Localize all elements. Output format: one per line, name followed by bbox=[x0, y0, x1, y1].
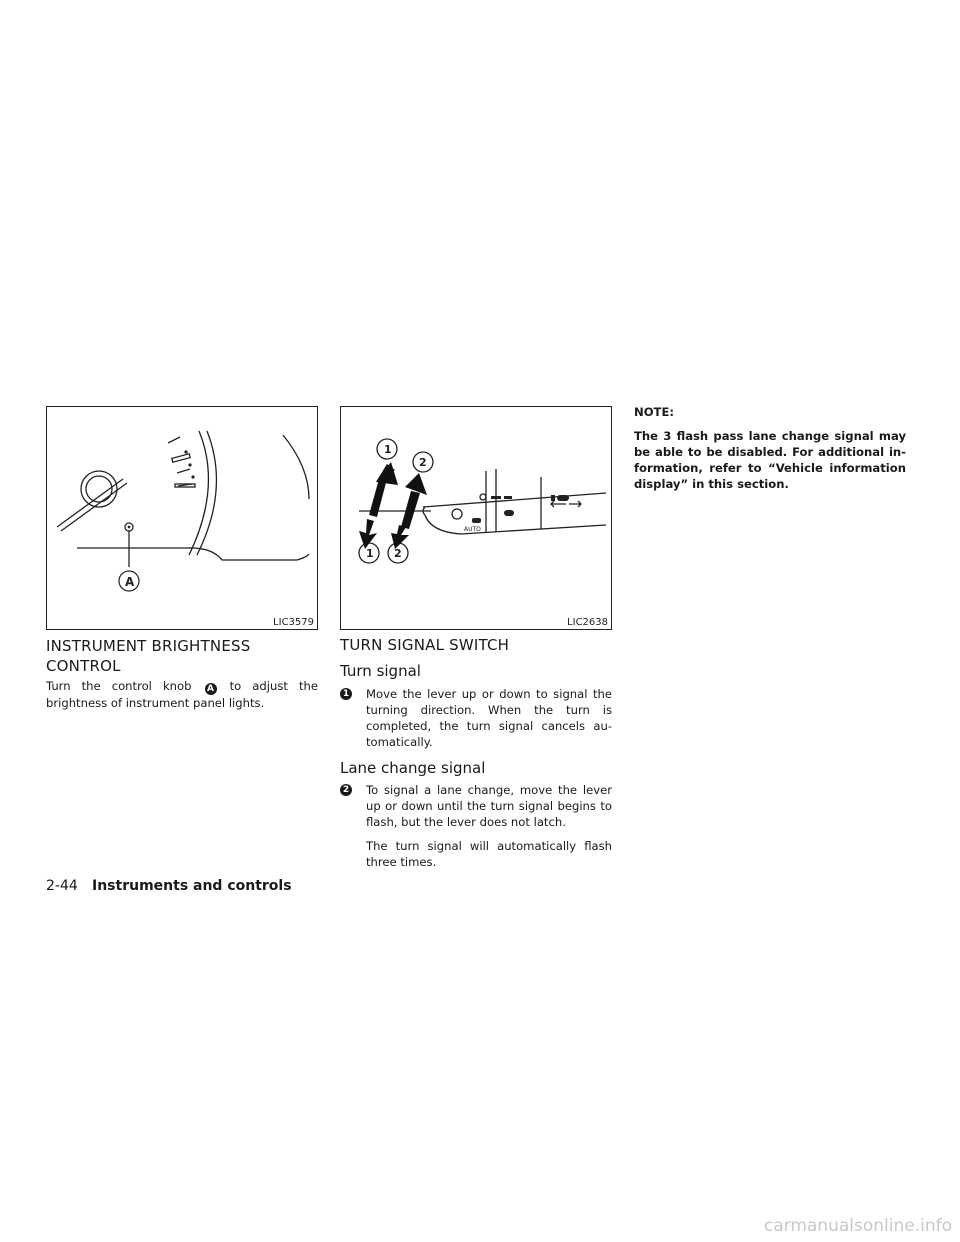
para-text-after: to adjust the brightness of instrument panel lights. bbox=[46, 679, 318, 710]
figure-turn-signal-lever bbox=[340, 406, 612, 630]
figure-code: LIC3579 bbox=[273, 617, 314, 628]
instrument-cluster-illustration bbox=[47, 407, 317, 629]
figure-code: LIC2638 bbox=[567, 617, 608, 628]
note-body: The 3 flash pass lane change signal may be able to be disabled. For additional in-formation, refer to “Vehicle information display” in this section. bbox=[634, 429, 906, 491]
turn-signal-step bbox=[340, 686, 612, 750]
callout-a-label: A bbox=[125, 575, 135, 589]
heading-turn-signal-switch: TURN SIGNAL SWITCH bbox=[340, 636, 510, 654]
heading-instrument-brightness bbox=[46, 636, 250, 676]
turn-signal-lever-illustration bbox=[341, 407, 611, 629]
lane-change-text-2: The turn signal will automatically flash three times. bbox=[366, 839, 612, 869]
lever-label-down-2: 2 bbox=[394, 547, 402, 560]
subheading-lane-change: Lane change signal bbox=[340, 759, 486, 777]
badge-2: 2 bbox=[340, 784, 352, 796]
turn-signal-text: Move the lever up or down to signal the turning direction. When the turn is completed, the turn signal cancels au-tomatically. bbox=[366, 687, 612, 749]
section-title: Instruments and controls bbox=[92, 878, 292, 894]
heading-line-2: CONTROL bbox=[46, 657, 121, 675]
figure-instrument-cluster bbox=[46, 406, 318, 630]
lane-change-step bbox=[340, 782, 612, 830]
lever-label-down-1: 1 bbox=[366, 547, 374, 560]
badge-a: A bbox=[205, 683, 217, 695]
lever-label-up-1: 1 bbox=[384, 443, 392, 456]
subheading-turn-signal: Turn signal bbox=[340, 662, 421, 680]
badge-1: 1 bbox=[340, 688, 352, 700]
lever-label-up-2: 2 bbox=[419, 456, 427, 469]
instrument-brightness-paragraph bbox=[46, 678, 318, 711]
note-title: NOTE: bbox=[634, 405, 675, 419]
watermark: carmanualsonline.info bbox=[763, 1216, 952, 1236]
lever-auto-text: AUTO bbox=[464, 526, 481, 533]
page-number: 2-44 bbox=[46, 878, 78, 894]
lane-change-step-note bbox=[340, 838, 612, 870]
para-text-before: Turn the control knob bbox=[46, 679, 203, 693]
lane-change-text: To signal a lane change, move the lever up or down until the turn signal begins to flash, but the lever does not latch. bbox=[366, 783, 612, 829]
heading-line-1: INSTRUMENT BRIGHTNESS bbox=[46, 637, 251, 655]
